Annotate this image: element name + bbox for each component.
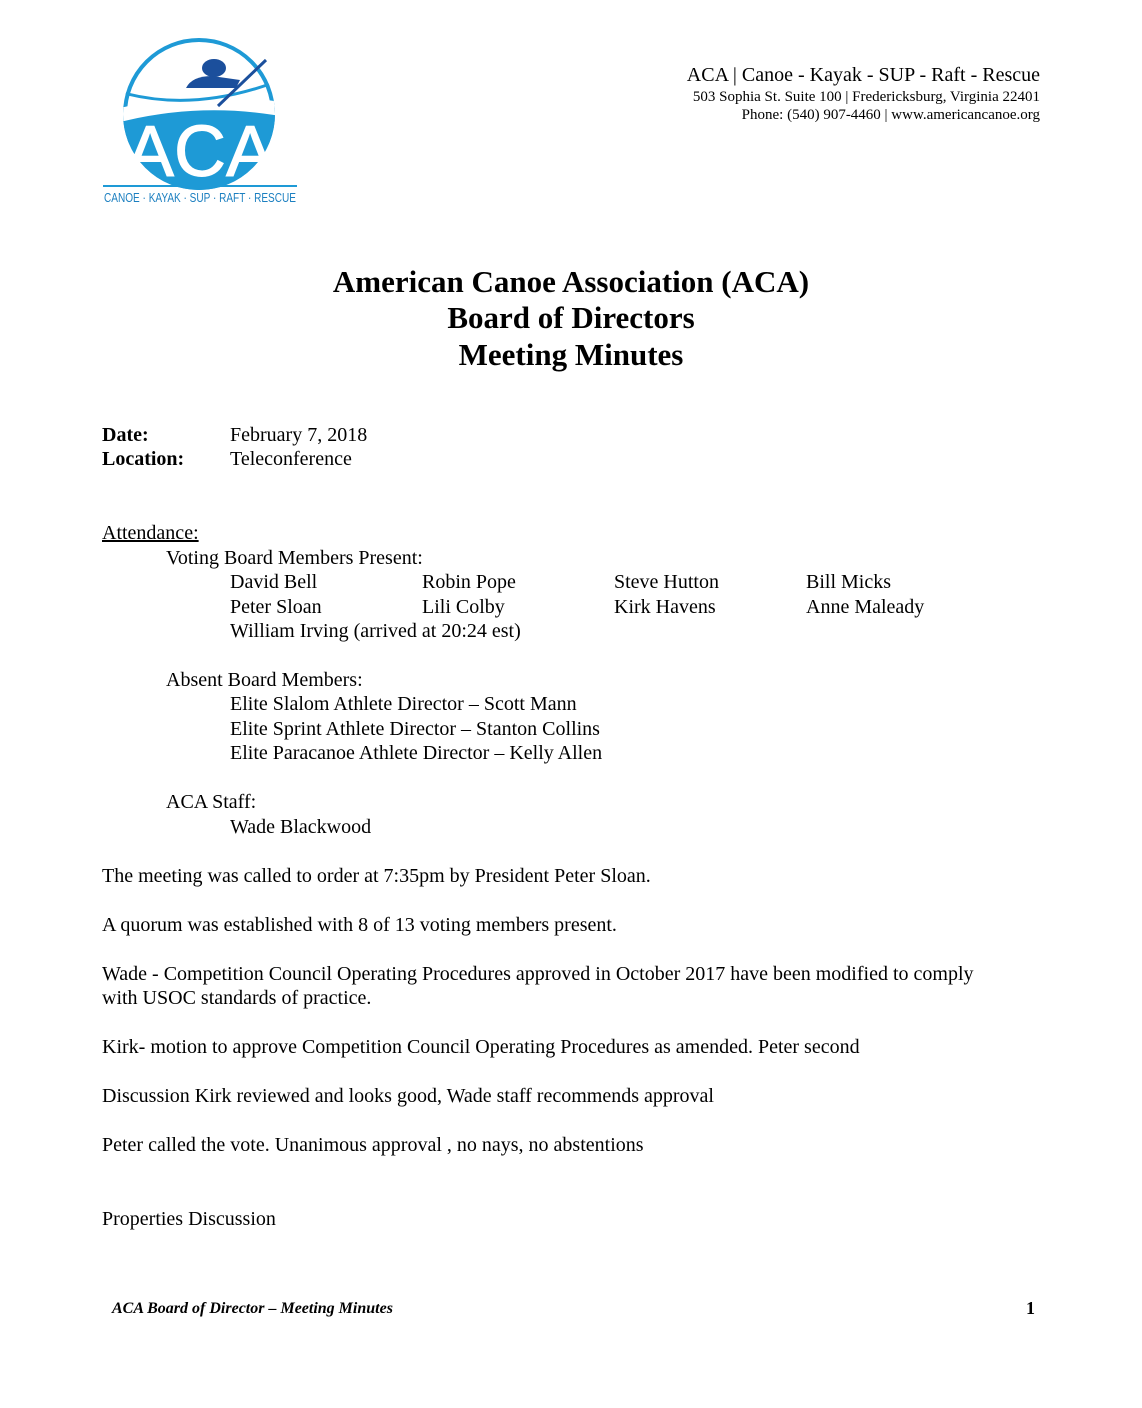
member: Bill Micks	[806, 571, 892, 593]
footer-title: ACA Board of Director – Meeting Minutes	[112, 1300, 393, 1317]
voting-heading: Voting Board Members Present:	[166, 547, 423, 569]
paragraph: with USOC standards of practice.	[102, 987, 372, 1009]
staff-heading: ACA Staff:	[166, 791, 257, 813]
absent-member: Elite Sprint Athlete Director – Stanton Collins	[230, 718, 600, 740]
location-label: Location:	[102, 448, 185, 470]
aca-logo	[100, 36, 300, 208]
member: Lili Colby	[422, 596, 505, 618]
member: Anne Maleady	[806, 596, 925, 618]
paragraph: A quorum was established with 8 of 13 voting members present.	[102, 914, 617, 936]
letterhead-contact: Phone: (540) 907-4460 | www.americancanoe.org	[741, 107, 1040, 123]
member: David Bell	[230, 571, 318, 593]
absent-member: Elite Paracanoe Athlete Director – Kelly Allen	[230, 742, 603, 764]
date-value: February 7, 2018	[230, 424, 368, 446]
logo-text: ACA	[125, 112, 275, 192]
member: Robin Pope	[422, 571, 516, 593]
attendance-heading: Attendance:	[102, 522, 199, 544]
letterhead-address: 503 Sophia St. Suite 100 | Fredericksburg, Virginia 22401	[692, 89, 1040, 105]
doc-title: American Canoe Association (ACA)	[332, 264, 810, 299]
doc-subtitle: Board of Directors	[447, 300, 695, 335]
member: Steve Hutton	[614, 571, 719, 593]
member: William Irving (arrived at 20:24 est)	[230, 620, 521, 642]
page-number: 1	[1026, 1298, 1035, 1318]
logo-tagline: CANOE · KAYAK · SUP · RAFT · RESCUE	[104, 190, 297, 205]
section-heading: Properties Discussion	[102, 1208, 276, 1230]
staff-member: Wade Blackwood	[230, 816, 372, 838]
member: Kirk Havens	[614, 596, 716, 618]
absent-heading: Absent Board Members:	[166, 669, 363, 691]
letterhead-line1: ACA | Canoe - Kayak - SUP - Raft - Rescue	[686, 64, 1040, 86]
paragraph: Wade - Competition Council Operating Procedures approved in October 2017 have been modified to comply	[102, 963, 974, 985]
paragraph: The meeting was called to order at 7:35pm by President Peter Sloan.	[102, 865, 651, 887]
doc-subtitle-2: Meeting Minutes	[458, 337, 684, 372]
paragraph: Kirk- motion to approve Competition Council Operating Procedures as amended. Peter second	[102, 1036, 860, 1058]
paragraph: Discussion Kirk reviewed and looks good, Wade staff recommends approval	[102, 1085, 714, 1107]
date-label: Date:	[102, 424, 149, 446]
paragraph: Peter called the vote. Unanimous approval , no nays, no abstentions	[102, 1134, 644, 1156]
absent-member: Elite Slalom Athlete Director – Scott Mann	[230, 693, 577, 715]
member: Peter Sloan	[230, 596, 322, 618]
location-value: Teleconference	[230, 448, 352, 470]
